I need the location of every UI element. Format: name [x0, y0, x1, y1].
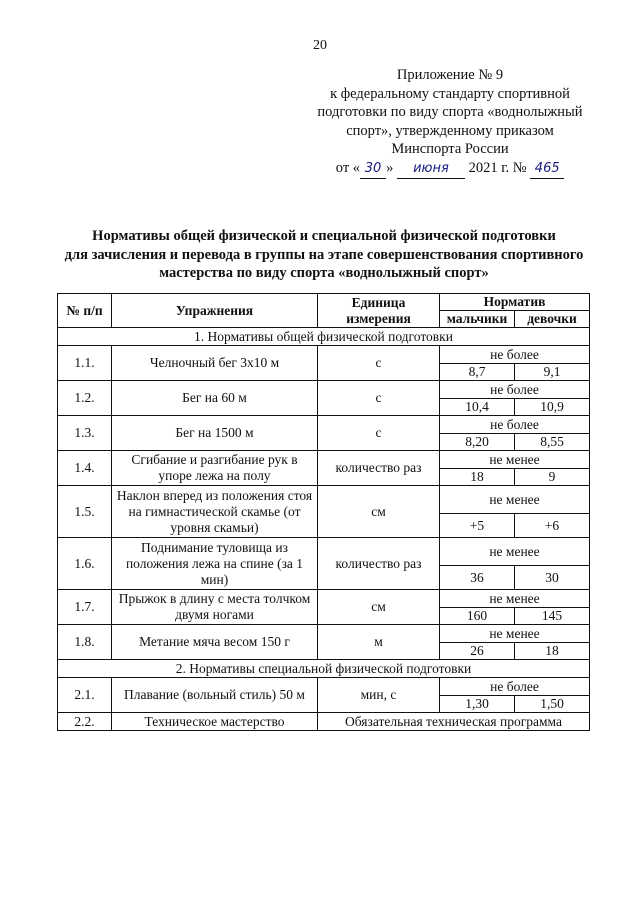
row-exercise: Техническое мастерство — [112, 713, 318, 731]
row-number: 1.6. — [58, 538, 112, 590]
row-condition: не менее — [440, 451, 590, 469]
row-boys-value: 8,20 — [440, 434, 515, 451]
table-row — [58, 451, 590, 469]
title-line-2: для зачисления и перевода в группы на этапе совершенствования спортивного — [64, 246, 584, 263]
row-condition: не менее — [440, 538, 590, 566]
table-row — [58, 625, 590, 643]
row-number: 1.1. — [58, 346, 112, 381]
row-unit: см — [318, 486, 440, 538]
row-boys-value: 26 — [440, 643, 515, 660]
row-unit: количество раз — [318, 538, 440, 590]
row-boys-value: 10,4 — [440, 399, 515, 416]
row-boys-value: 18 — [440, 469, 515, 486]
table-row — [58, 346, 590, 364]
col-num-header: № п/п — [58, 294, 112, 328]
title-line-1: Нормативы общей физической и специальной физической подготовки — [92, 228, 556, 244]
table-row — [58, 538, 590, 566]
appendix-header — [300, 66, 600, 179]
col-girls-header: девочки — [515, 311, 590, 328]
col-boys-header: мальчики — [440, 311, 515, 328]
order-number: 465 — [530, 160, 564, 180]
row-unit: с — [318, 346, 440, 381]
row-number: 2.1. — [58, 678, 112, 713]
table-row — [58, 381, 590, 399]
row-condition: не более — [440, 678, 590, 696]
row-girls-value: 1,50 — [515, 696, 590, 713]
row-girls-value: 9 — [515, 469, 590, 486]
row-number: 1.7. — [58, 590, 112, 625]
row-exercise: Поднимание туловища из положения лежа на спине (за 1 мин) — [112, 538, 318, 590]
section-1-title: 1. Нормативы общей физической подготовки — [58, 328, 590, 346]
section-1-row — [58, 328, 590, 346]
appendix-line-1: Приложение № 9 — [396, 67, 504, 83]
row-exercise: Метание мяча весом 150 г — [112, 625, 318, 660]
col-unit-header: Единица измерения — [318, 294, 440, 328]
section-2-row — [58, 660, 590, 678]
table-row — [58, 416, 590, 434]
row-boys-value: 36 — [440, 566, 515, 590]
row-exercise: Бег на 60 м — [112, 381, 318, 416]
row-condition: не более — [440, 381, 590, 399]
row-number: 1.2. — [58, 381, 112, 416]
appendix-line-4: спорт», утвержденному приказом — [346, 122, 554, 139]
page-number: 20 — [313, 38, 327, 53]
row-condition: не менее — [440, 486, 590, 514]
row-exercise: Бег на 1500 м — [112, 416, 318, 451]
row-exercise: Наклон вперед из положения стоя на гимнастической скамье (от уровня скамьи) — [112, 486, 318, 538]
row-girls-value: 10,9 — [515, 399, 590, 416]
table-row — [58, 590, 590, 608]
appendix-line-3: подготовки по виду спорта «воднолыжный — [317, 104, 583, 120]
row-girls-value: 9,1 — [515, 364, 590, 381]
row-unit: см — [318, 590, 440, 625]
order-day: 30 — [360, 160, 386, 180]
row-unit: с — [318, 416, 440, 451]
table-row — [58, 486, 590, 514]
row-program: Обязательная техническая программа — [318, 713, 590, 731]
row-unit: с — [318, 381, 440, 416]
appendix-line-5: Минспорта России — [391, 141, 509, 157]
row-unit: количество раз — [318, 451, 440, 486]
row-number: 2.2. — [58, 713, 112, 731]
row-number: 1.5. — [58, 486, 112, 538]
row-boys-value: 1,30 — [440, 696, 515, 713]
row-condition: не более — [440, 346, 590, 364]
norms-table — [57, 293, 590, 731]
row-unit: мин, с — [318, 678, 440, 713]
order-month: июня — [397, 160, 465, 180]
row-exercise: Сгибание и разгибание рук в упоре лежа на полу — [112, 451, 318, 486]
row-girls-value: 145 — [515, 608, 590, 625]
row-condition: не менее — [440, 590, 590, 608]
row-boys-value: +5 — [440, 514, 515, 538]
document-title — [40, 227, 608, 283]
row-boys-value: 8,7 — [440, 364, 515, 381]
order-date-line — [300, 159, 600, 180]
row-exercise: Прыжок в длину с места толчком двумя ногами — [112, 590, 318, 625]
date-mid: » — [386, 159, 394, 176]
col-norm-header: Норматив — [440, 294, 590, 311]
row-number: 1.4. — [58, 451, 112, 486]
row-girls-value: 18 — [515, 643, 590, 660]
table-row — [58, 713, 590, 731]
row-exercise: Челночный бег 3х10 м — [112, 346, 318, 381]
row-number: 1.3. — [58, 416, 112, 451]
date-prefix: от « — [335, 159, 361, 176]
section-2-title: 2. Нормативы специальной физической подготовки — [58, 660, 590, 678]
row-girls-value: 30 — [515, 566, 590, 590]
title-line-3: мастерства по виду спорта «воднолыжный спорт» — [159, 265, 489, 281]
row-boys-value: 160 — [440, 608, 515, 625]
appendix-line-2: к федеральному стандарту спортивной — [330, 85, 570, 102]
order-year: 2021 г. № — [468, 159, 527, 176]
col-exercise-header: Упражнения — [112, 294, 318, 328]
row-unit: м — [318, 625, 440, 660]
row-exercise: Плавание (вольный стиль) 50 м — [112, 678, 318, 713]
row-girls-value: +6 — [515, 514, 590, 538]
row-number: 1.8. — [58, 625, 112, 660]
table-row — [58, 678, 590, 696]
header-row — [58, 294, 590, 311]
row-condition: не менее — [440, 625, 590, 643]
row-condition: не более — [440, 416, 590, 434]
row-girls-value: 8,55 — [515, 434, 590, 451]
